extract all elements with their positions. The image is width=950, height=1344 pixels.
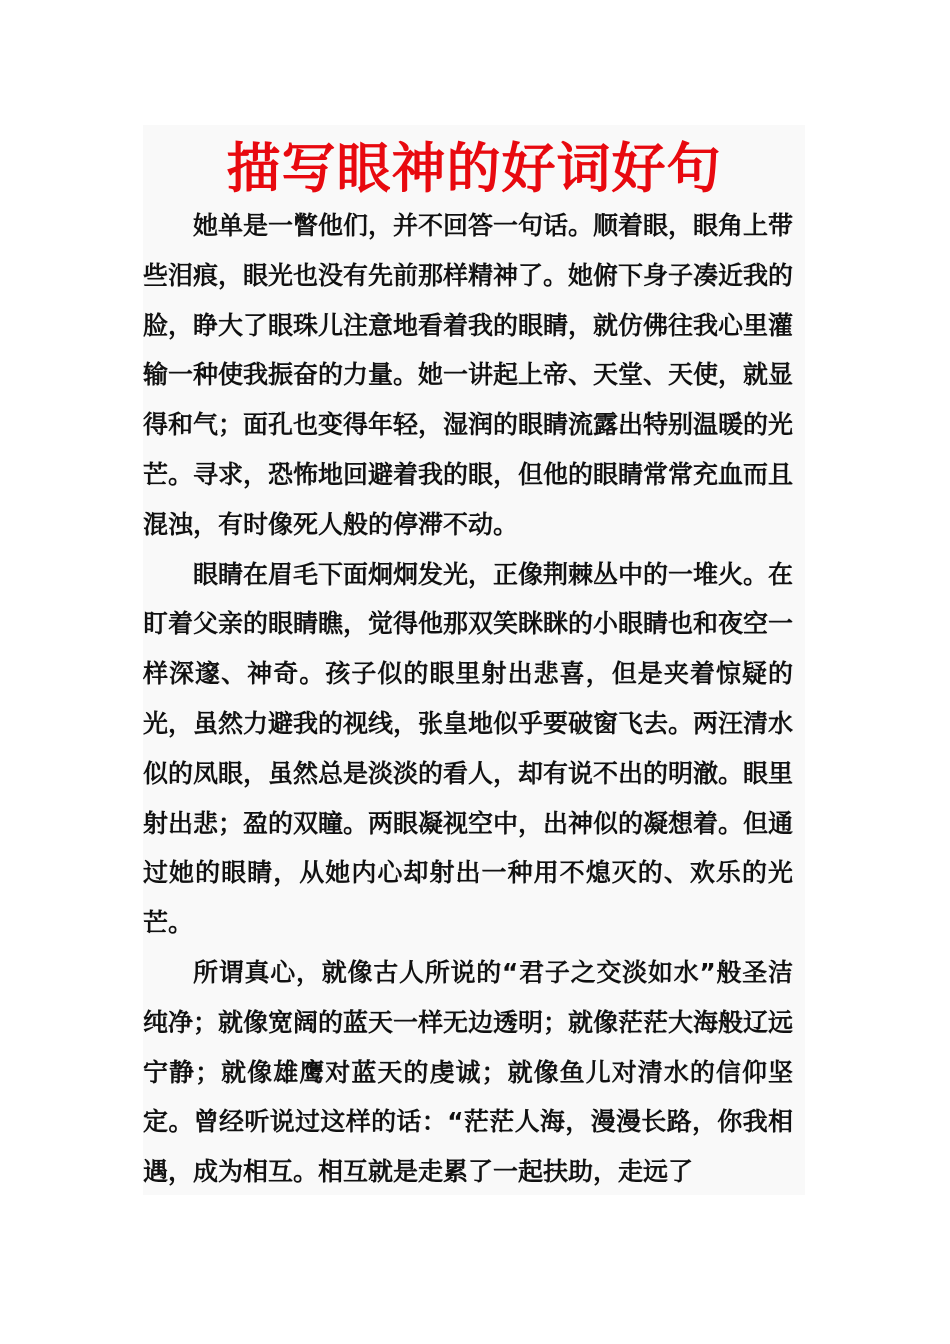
document-title: 描写眼神的好词好句 <box>226 137 722 200</box>
paragraph-3: 所谓真心，就像古人所说的“君子之交淡如水”般圣洁纯净；就像宽阔的蓝天一样无边透明；就像茫茫大海般辽远宁静；就像雄鹰对蓝天的虔诚；就像鱼儿对清水的信仰坚定。曾经听说过这样的话：“茫茫人海，漫漫长路，你我相遇，成为相互。相互就是走累了一起扶助，走远了 <box>143 957 794 1187</box>
document-page <box>143 125 805 1195</box>
document-body <box>143 201 793 1197</box>
paragraph-2: 眼睛在眉毛下面炯炯发光，正像荆棘丛中的一堆火。在盯着父亲的眼睛瞧，觉得他那双笑眯眯的小眼睛也和夜空一样深邃、神奇。孩子似的眼里射出悲喜，但是夹着惊疑的光，虽然力避我的视线，张皇地似乎要破窗飞去。两汪清水似的凤眼，虽然总是淡淡的看人，却有说不出的明澈。眼里射出悲；盈的双瞳。两眼凝视空中，出神似的凝想着。但通过她的眼睛，从她内心却射出一种用不熄灭的、欢乐的光芒。 <box>143 559 794 938</box>
paragraph-1: 她单是一瞥他们，并不回答一句话。顺着眼，眼角上带些泪痕，眼光也没有先前那样精神了。她俯下身子凑近我的脸，睁大了眼珠儿注意地看着我的眼睛，就仿佛往我心里灌输一种使我振奋的力量。她一讲起上帝、天堂、天使，就显得和气；面孔也变得年轻，湿润的眼睛流露出特别温暖的光芒。寻求，恐怖地回避着我的眼，但他的眼睛常常充血而且混浊，有时像死人般的停滞不动。 <box>143 211 794 539</box>
